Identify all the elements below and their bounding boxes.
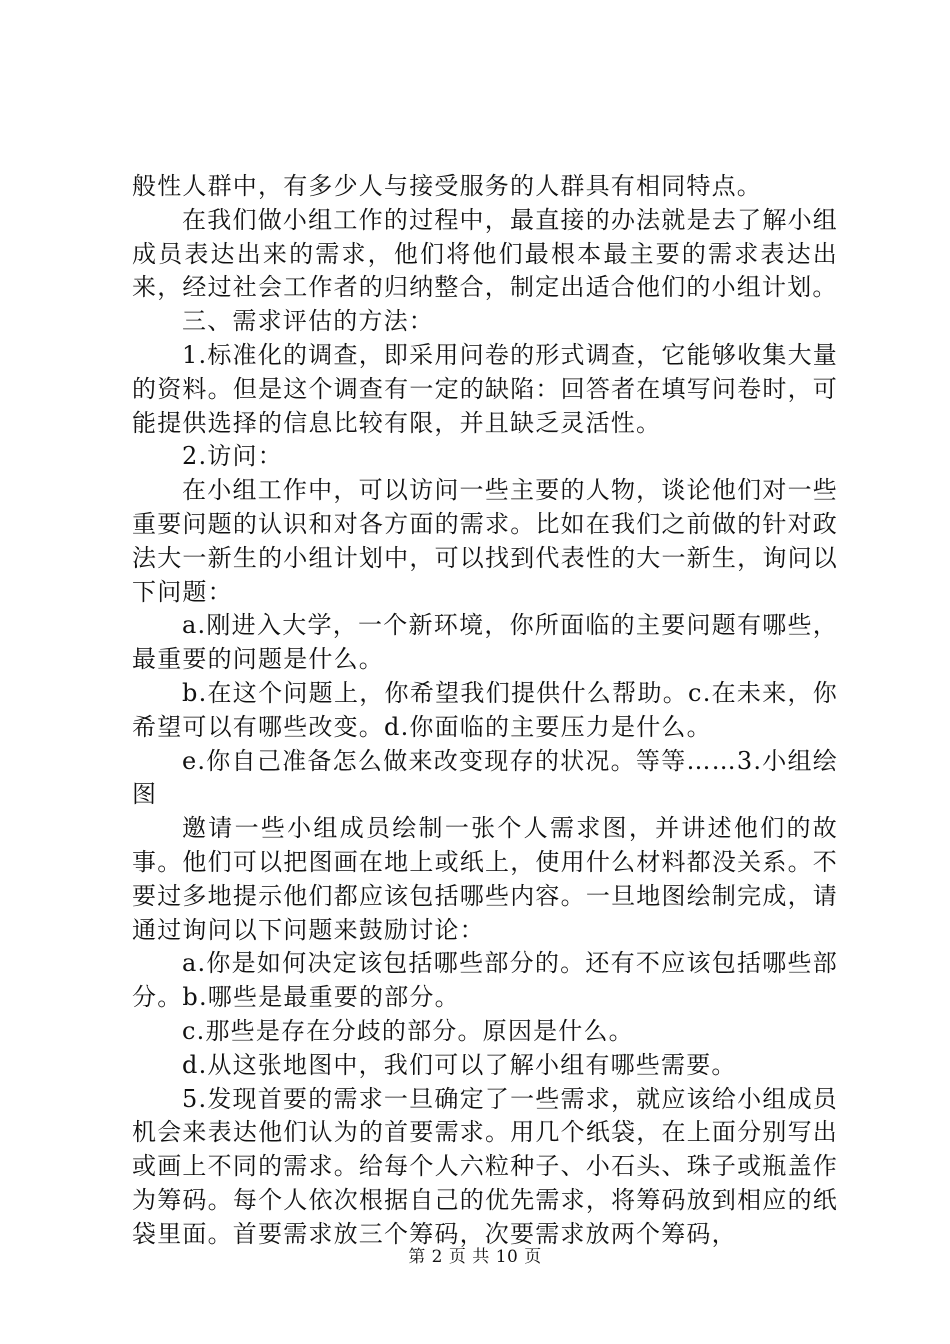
page-number-footer: 第 2 页 共 10 页 — [408, 1247, 542, 1267]
list-item: c.那些是存在分歧的部分。原因是什么。 — [182, 1016, 634, 1045]
document-body — [132, 170, 838, 1252]
paragraph: 邀请一些小组成员绘制一张个人需求图，并讲述他们的故事。他们可以把图画在地上或纸上，使用什么材料都没关系。不要过多地提示他们都应该包括哪些内容。一旦地图绘制完成，请通过询问以下问题来鼓励讨论： — [132, 814, 838, 944]
list-item: a.你是如何决定该包括哪些部分的。还有不应该包括哪些部分。b.哪些是最重要的部分。 — [132, 949, 838, 1012]
list-item: e.你自己准备怎么做来改变现存的状况。等等……3.小组绘图 — [132, 746, 838, 809]
list-item: b.在这个问题上，你希望我们提供什么帮助。c.在未来，你希望可以有哪些改变。d.你面临的主要压力是什么。 — [132, 678, 838, 741]
paragraph: 在小组工作中，可以访问一些主要的人物，谈论他们对一些重要问题的认识和对各方面的需求。比如在我们之前做的针对政法大一新生的小组计划中，可以找到代表性的大一新生，询问以下问题： — [132, 476, 838, 606]
list-item: d.从这张地图中，我们可以了解小组有哪些需要。 — [182, 1050, 737, 1079]
paragraph: 般性人群中，有多少人与接受服务的人群具有相同特点。 — [132, 172, 762, 200]
section-heading: 三、需求评估的方法： — [182, 307, 434, 336]
subsection-heading: 2.访问： — [182, 442, 283, 471]
list-item: a.刚进入大学，一个新环境，你所面临的主要问题有哪些，最重要的问题是什么。 — [132, 611, 838, 674]
paragraph: 5.发现首要的需求一旦确定了一些需求，就应该给小组成员机会来表达他们认为的首要需求。用几个纸袋，在上面分别写出或画上不同的需求。给每个人六粒种子、小石头、珠子或瓶盖作为筹码。每个人依次根据自己的优先需求，将筹码放到相应的纸袋里面。首要需求放三个筹码，次要需求放两个筹码， — [132, 1084, 838, 1248]
paragraph: 1.标准化的调查，即采用问卷的形式调查，它能够收集大量的资料。但是这个调查有一定的缺陷：回答者在填写问卷时，可能提供选择的信息比较有限，并且缺乏灵活性。 — [132, 340, 838, 437]
paragraph: 在我们做小组工作的过程中，最直接的办法就是去了解小组成员表达出来的需求，他们将他们最根本最主要的需求表达出来，经过社会工作者的归纳整合，制定出适合他们的小组计划。 — [132, 205, 838, 302]
